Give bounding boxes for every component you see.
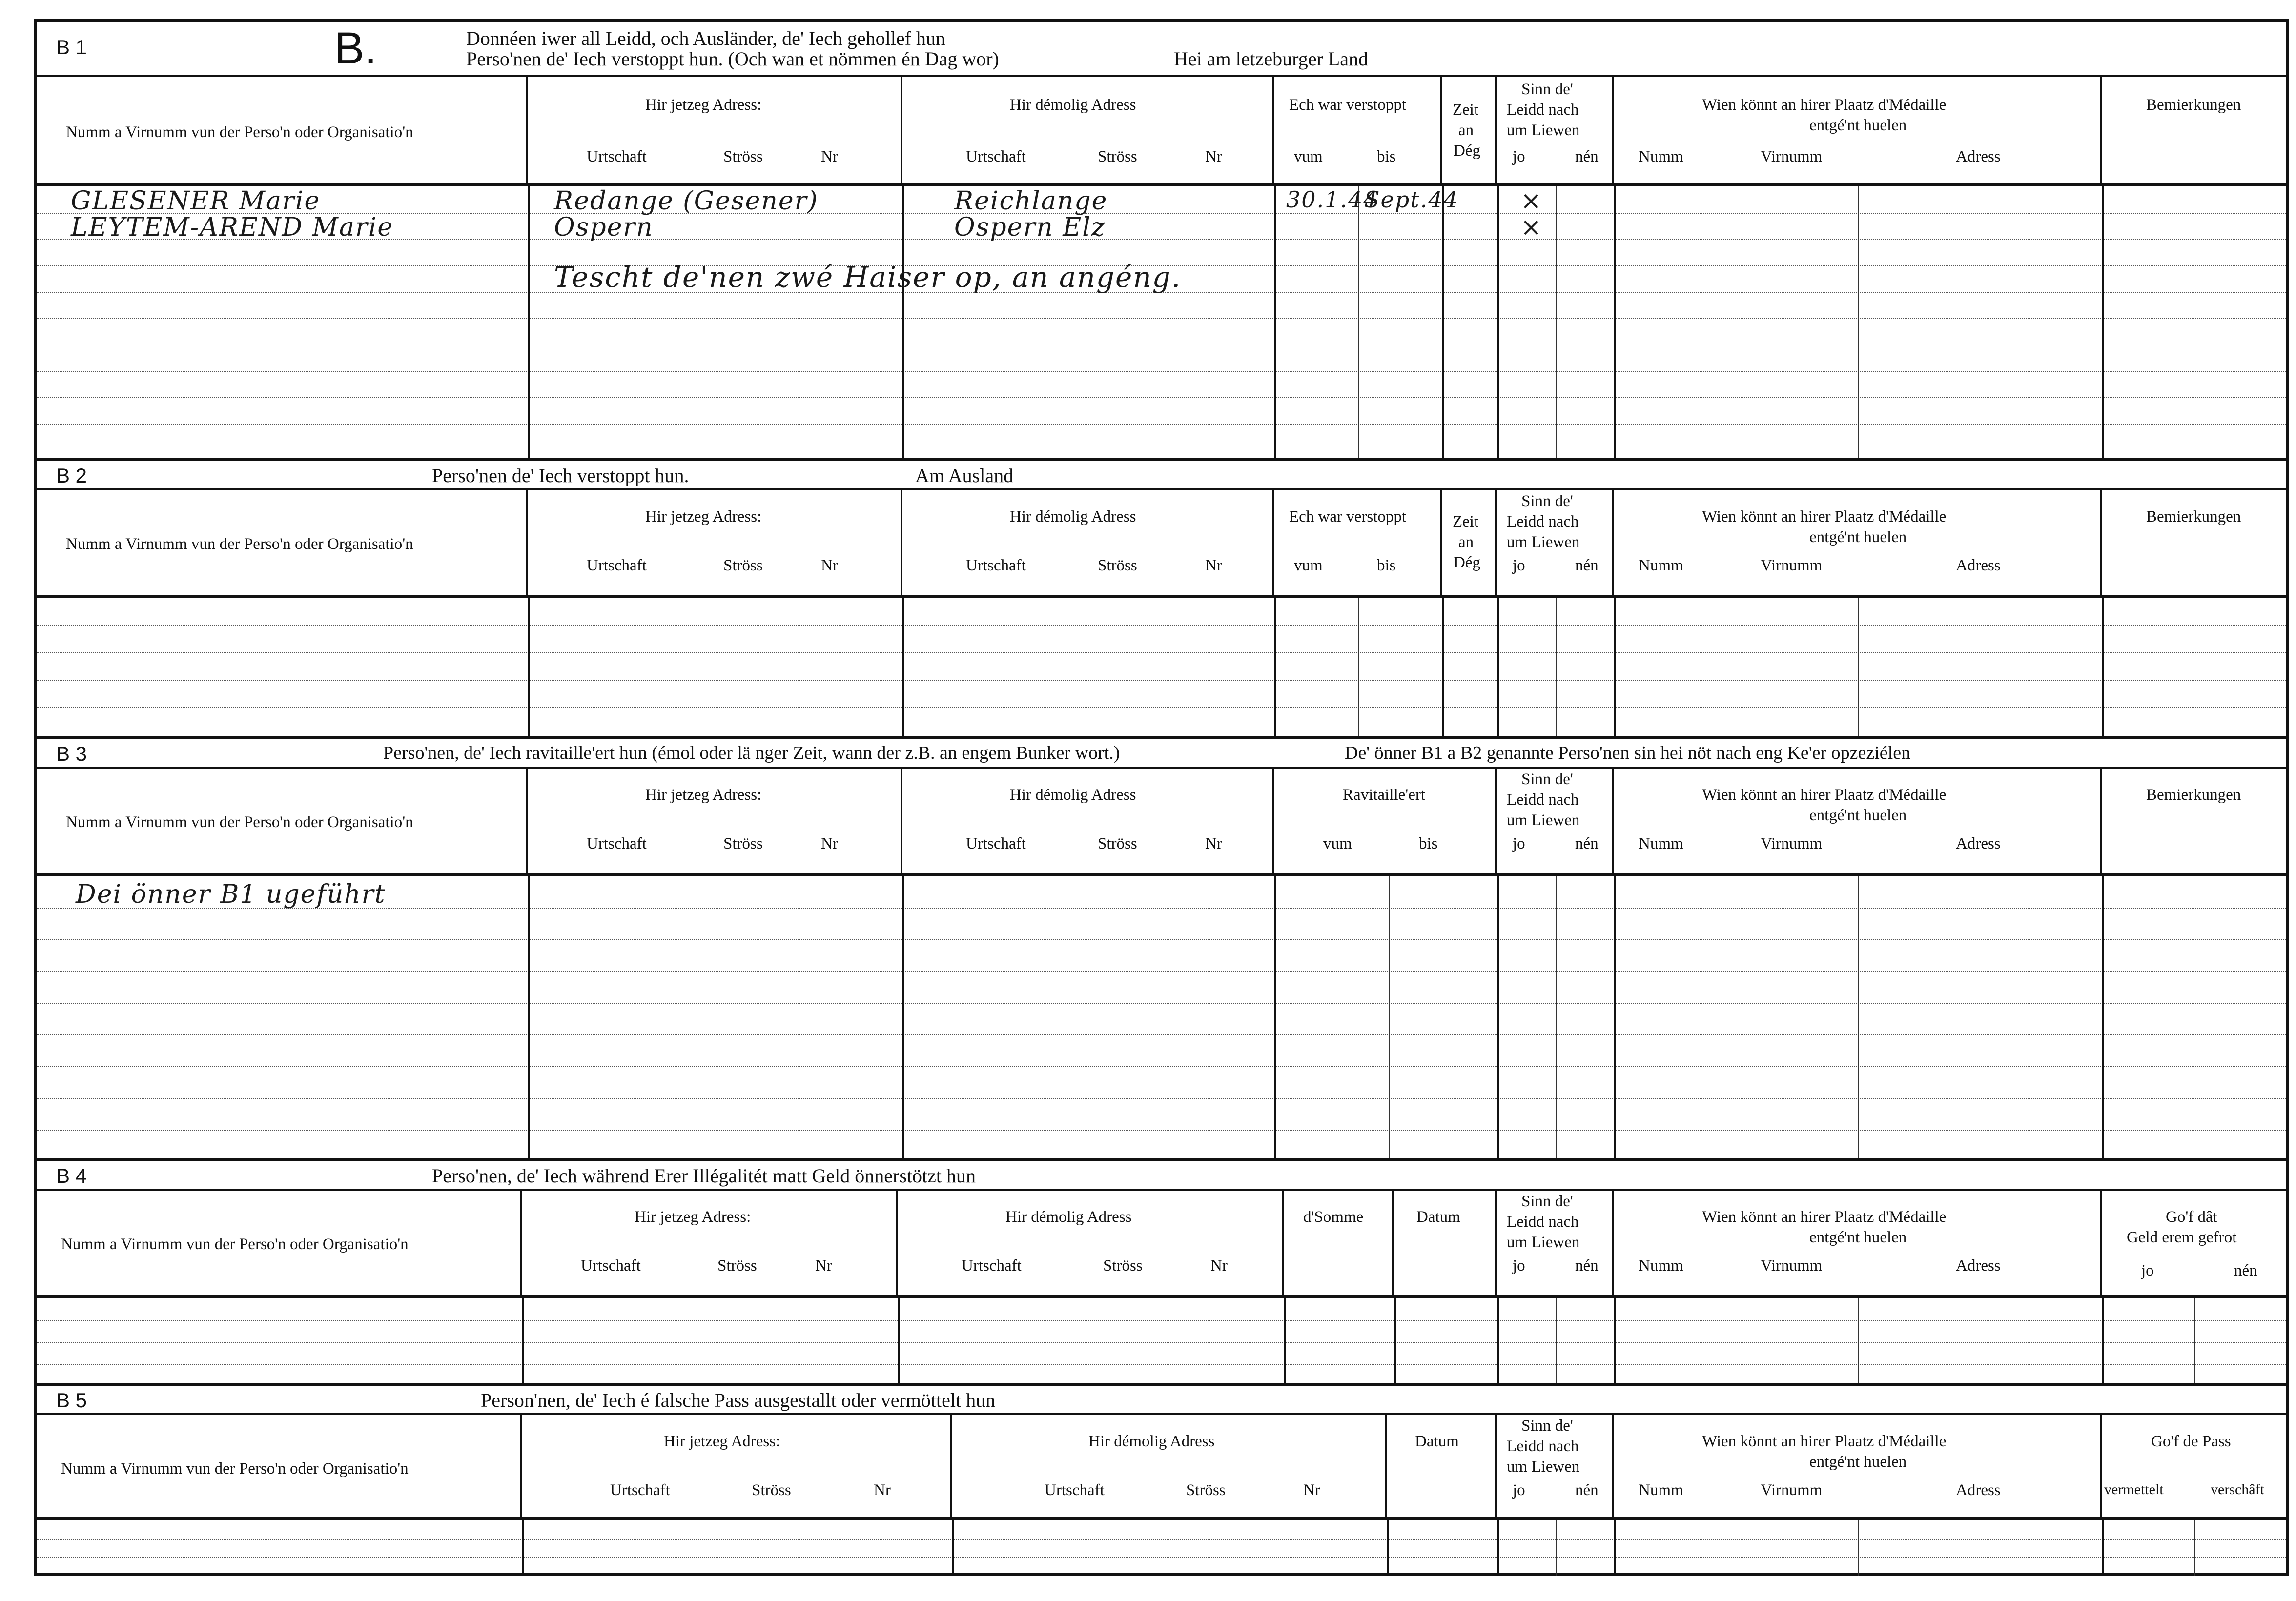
section-b1-rows [37,186,2286,461]
col-wien-label: entgé'nt huelen [1809,528,1907,546]
col-nr-label: Nr [821,148,838,165]
col-urtschaft-label: Urtschaft [581,1257,641,1275]
col-numm-label: Numm a Virnumm vun der Perso'n oder Organisatio'n [66,535,413,553]
col-urtschaft-label: Urtschaft [587,148,647,165]
section-code: B 3 [56,742,87,765]
col-nr-label: Nr [1205,835,1222,852]
col-nr-label: Nr [1303,1481,1320,1499]
col-numm-label: Numm a Virnumm vun der Perso'n oder Organisatio'n [61,1460,409,1478]
entry-jo-mark: × [1520,186,1543,216]
entry-jetzeg-address: Ospern [554,213,654,242]
entry-name: GLESENER Marie [71,186,321,216]
col-numm-short-label: Numm [1639,835,1683,852]
col-ravitailleert-label: Ravitaille'ert [1343,786,1426,804]
col-adress-label: Adress [1956,835,2001,852]
section-b2-title-bar [37,461,2286,490]
col-sinn-label: um Liewen [1507,122,1580,139]
col-numm-short-label: Numm [1639,148,1683,165]
section-b1-title-bar [37,22,2286,77]
entry-demolig-address: Reichlange [954,186,1108,216]
col-numm-short-label: Numm [1639,1481,1683,1499]
section-b3-rows [37,876,2286,1161]
col-bis-label: bis [1377,148,1396,165]
col-nen-label: nén [1575,557,1599,574]
col-verschaft-label: verschâft [2211,1481,2264,1498]
section-title-line1: Perso'nen, de' Iech ravitaille'ert hun (émol oder lä nger Zeit, wann der z.B. an engem Bunker wort.) [383,743,1120,763]
col-somme-label: d'Somme [1303,1208,1364,1226]
col-adress-label: Adress [1956,148,2001,165]
col-bemierkungen-label: Bemierkungen [2146,786,2241,804]
section-b5-rows [37,1520,2286,1576]
col-jo-label: jo [1513,835,1525,852]
section-b1-header [37,77,2286,186]
col-sinn-label: Sinn de' [1521,1193,1573,1210]
col-virnumm-label: Virnumm [1761,1257,1823,1275]
col-wien-label: entgé'nt huelen [1809,1229,1907,1246]
col-stross-label: Ströss [723,557,763,574]
section-b3-title-bar [37,739,2286,769]
col-pass-label: Go'f de Pass [2151,1433,2231,1450]
col-jetzeg-label: Hir jetzeg Adress: [635,1208,751,1226]
col-nen-label: nén [1575,835,1599,852]
col-stross-label: Ströss [1098,557,1137,574]
form-sheet [34,19,2289,1576]
section-b5 [34,1383,2289,1576]
col-sinn-label: Sinn de' [1521,770,1573,788]
col-sinn-label: Leidd nach [1507,1213,1579,1231]
col-demolig-label: Hir démolig Adress [1010,96,1136,114]
section-title-line1: Donnéen iwer all Leidd, och Ausländer, de' Iech gehollef hun [466,27,945,49]
col-wien-label: entgé'nt huelen [1809,117,1907,134]
col-nen-label: nén [1575,148,1599,165]
col-urtschaft-label: Urtschaft [1045,1481,1105,1499]
col-zeit-label: an [1458,533,1474,551]
section-code: B 1 [56,36,87,59]
col-urtschaft-label: Urtschaft [962,1257,1022,1275]
col-virnumm-label: Virnumm [1761,1481,1823,1499]
col-stross-label: Ströss [723,148,763,165]
col-nr-label: Nr [1205,557,1222,574]
col-wien-label: Wien könnt an hirer Plaatz d'Médaille [1702,786,1947,804]
col-numm-label: Numm a Virnumm vun der Perso'n oder Organisatio'n [61,1236,409,1253]
col-sinn-label: um Liewen [1507,1458,1580,1476]
entry-jo-mark: × [1520,213,1543,242]
col-numm-short-label: Numm [1639,557,1683,574]
section-b2-header [37,490,2286,598]
entry-jetzeg-address: Redange (Gesener) [554,186,819,216]
section-title-line1: Perso'nen de' Iech verstoppt hun. [432,465,689,486]
col-virnumm-label: Virnumm [1761,557,1823,574]
col-jetzeg-label: Hir jetzeg Adress: [645,96,762,114]
col-nen-label: nén [1575,1481,1599,1499]
col-vum-label: vum [1294,557,1323,574]
col-jo-label: jo [2141,1262,2154,1279]
section-b4-title-bar [37,1161,2286,1191]
col-demolig-label: Hir démolig Adress [1010,508,1136,526]
col-zeit-label: Dég [1454,554,1480,571]
col-virnumm-label: Virnumm [1761,835,1823,852]
col-urtschaft-label: Urtschaft [587,557,647,574]
col-wien-label: Wien könnt an hirer Plaatz d'Médaille [1702,1208,1947,1226]
entry-demolig-address: Ospern Elz [954,213,1106,242]
col-nr-label: Nr [821,557,838,574]
col-jo-label: jo [1513,557,1525,574]
section-title-line1: Perso'nen, de' Iech während Erer Illégalitét matt Geld önnerstötzt hun [432,1165,976,1187]
col-sinn-label: Sinn de' [1521,1417,1573,1435]
col-nen-label: nén [1575,1257,1599,1275]
col-urtschaft-label: Urtschaft [966,557,1026,574]
section-title-line2: De' önner B1 a B2 genannte Perso'nen sin hei nöt nach eng Ke'er opzeziélen [1345,743,1911,763]
col-demolig-label: Hir démolig Adress [1010,786,1136,804]
section-code: B 5 [56,1389,87,1412]
col-sinn-label: Leidd nach [1507,101,1579,119]
col-urtschaft-label: Urtschaft [966,148,1026,165]
section-b1 [34,19,2289,458]
entry-name: LEYTEM-AREND Marie [71,213,394,242]
col-sinn-label: Sinn de' [1521,81,1573,98]
section-b4-header [37,1191,2286,1298]
col-stross-label: Ströss [718,1257,757,1275]
col-numm-short-label: Numm [1639,1257,1683,1275]
col-vermettelt-label: vermettelt [2104,1481,2164,1498]
col-wien-label: Wien könnt an hirer Plaatz d'Médaille [1702,96,1947,114]
col-sinn-label: Sinn de' [1521,492,1573,510]
section-b3 [34,736,2289,1158]
col-zeit-label: Dég [1454,142,1480,160]
col-adress-label: Adress [1956,1481,2001,1499]
section-b3-header [37,769,2286,876]
col-adress-label: Adress [1956,1257,2001,1275]
entry-vum: 30.1.44 [1286,186,1379,213]
col-stross-label: Ströss [1103,1257,1143,1275]
col-vum-label: vum [1323,835,1352,852]
col-adress-label: Adress [1956,557,2001,574]
entry-note: Dei önner B1 ugeführt [76,880,386,909]
col-vum-label: vum [1294,148,1323,165]
col-wien-label: entgé'nt huelen [1809,1453,1907,1471]
col-bemierkungen-label: Bemierkungen [2146,508,2241,526]
col-sinn-label: um Liewen [1507,533,1580,551]
section-b4 [34,1158,2289,1383]
col-urtschaft-label: Urtschaft [610,1481,670,1499]
col-jetzeg-label: Hir jetzeg Adress: [645,786,762,804]
col-stross-label: Ströss [723,835,763,852]
col-wien-label: Wien könnt an hirer Plaatz d'Médaille [1702,1433,1947,1450]
col-bis-label: bis [1419,835,1438,852]
col-wien-label: entgé'nt huelen [1809,807,1907,824]
section-code: B 2 [56,464,87,487]
section-letter: B. [334,23,377,73]
section-b5-title-bar [37,1386,2286,1415]
col-virnumm-label: Virnumm [1761,148,1823,165]
col-numm-label: Numm a Virnumm vun der Perso'n oder Organisatio'n [66,123,413,141]
col-nr-label: Nr [874,1481,891,1499]
col-nr-label: Nr [1205,148,1222,165]
col-verstoppt-label: Ech war verstoppt [1289,96,1407,114]
col-jo-label: jo [1513,148,1525,165]
entry-bis: Sept.44 [1364,186,1459,213]
col-wien-label: Wien könnt an hirer Plaatz d'Médaille [1702,508,1947,526]
col-nr-label: Nr [1210,1257,1228,1275]
col-stross-label: Ströss [1186,1481,1226,1499]
col-gof-label: Geld erem gefrot [2127,1229,2237,1246]
col-nr-label: Nr [821,835,838,852]
section-title-line3: Hei am letzeburger Land [1174,48,1368,70]
section-b4-rows [37,1298,2286,1386]
col-datum-label: Datum [1416,1208,1460,1226]
col-urtschaft-label: Urtschaft [966,835,1026,852]
col-zeit-label: Zeit [1453,101,1479,119]
section-title-line2: Am Ausland [915,465,1014,486]
col-stross-label: Ströss [1098,148,1137,165]
col-jetzeg-label: Hir jetzeg Adress: [664,1433,780,1450]
col-nen-label: nén [2234,1262,2257,1279]
col-sinn-label: Leidd nach [1507,513,1579,530]
col-sinn-label: Leidd nach [1507,1438,1579,1455]
col-verstoppt-label: Ech war verstoppt [1289,508,1407,526]
col-jo-label: jo [1513,1257,1525,1275]
col-jo-label: jo [1513,1481,1525,1499]
col-bemierkungen-label: Bemierkungen [2146,96,2241,114]
col-stross-label: Ströss [1098,835,1137,852]
col-urtschaft-label: Urtschaft [587,835,647,852]
col-zeit-label: Zeit [1453,513,1479,530]
entry-note: Tescht de'nen zwé Haiser op, an angéng. [554,261,1182,294]
section-b2-rows [37,598,2286,739]
col-datum-label: Datum [1415,1433,1459,1450]
col-sinn-label: um Liewen [1507,811,1580,829]
col-demolig-label: Hir démolig Adress [1088,1433,1215,1450]
section-title-line2: Perso'nen de' Iech verstoppt hun. (Och wan et nömmen én Dag wor) [466,48,999,70]
section-b5-header [37,1415,2286,1520]
col-stross-label: Ströss [752,1481,791,1499]
section-b2 [34,458,2289,736]
col-jetzeg-label: Hir jetzeg Adress: [645,508,762,526]
col-gof-label: Go'f dât [2166,1208,2217,1226]
col-demolig-label: Hir démolig Adress [1005,1208,1132,1226]
section-code: B 4 [56,1164,87,1187]
section-title-line1: Person'nen, de' Iech é falsche Pass ausgestallt oder vermöttelt hun [481,1389,996,1411]
col-bis-label: bis [1377,557,1396,574]
col-numm-label: Numm a Virnumm vun der Perso'n oder Organisatio'n [66,813,413,831]
col-sinn-label: Leidd nach [1507,791,1579,809]
col-sinn-label: um Liewen [1507,1234,1580,1251]
col-nr-label: Nr [815,1257,832,1275]
col-zeit-label: an [1458,122,1474,139]
